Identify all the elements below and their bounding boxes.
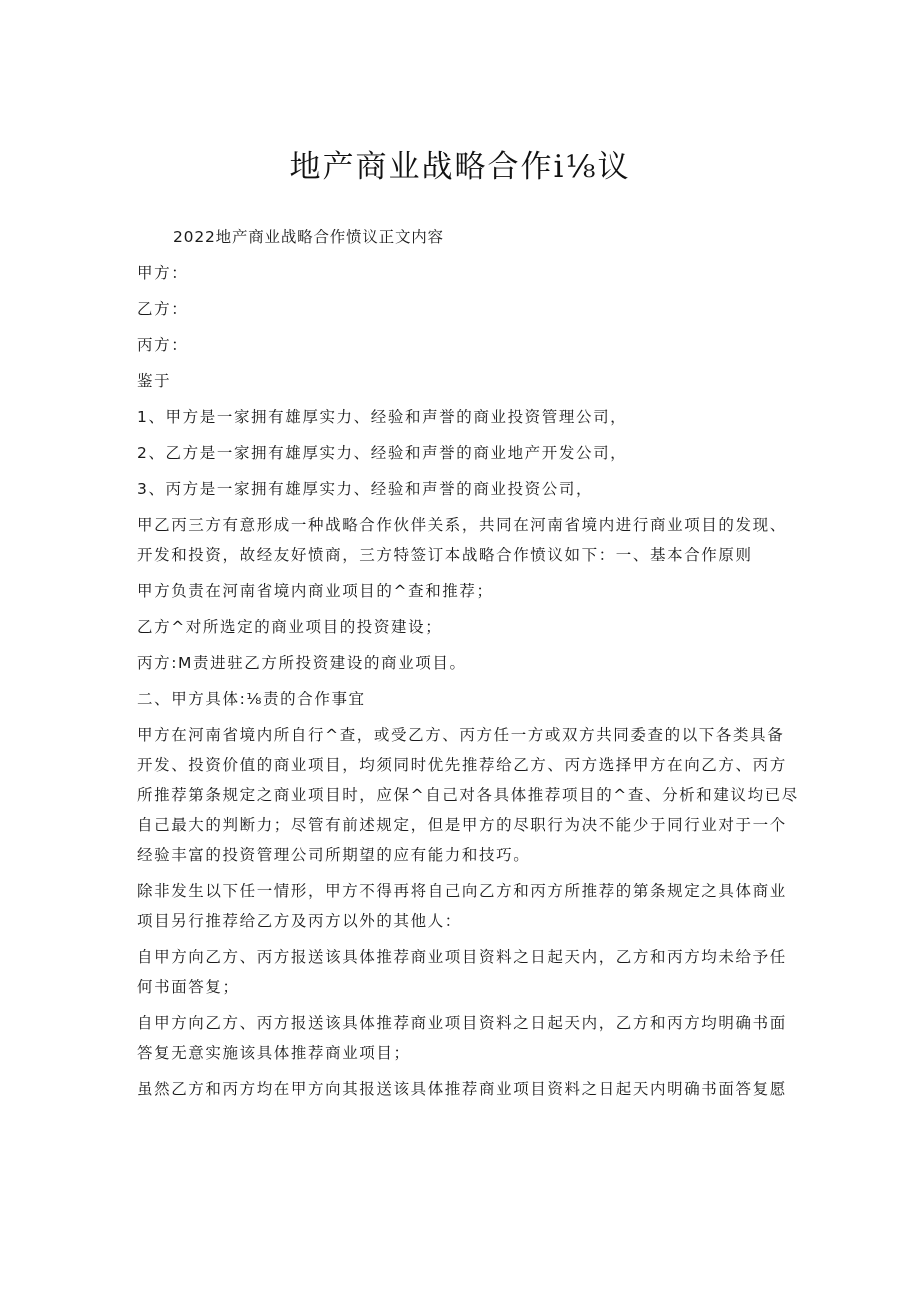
paragraph-line: 自己最大的判断力；尽管有前述规定，但是甲方的尽职行为决不能少于同行业对于一个 xyxy=(137,816,787,834)
document-body xyxy=(137,222,797,1110)
party-a-line: 甲方： xyxy=(137,264,189,282)
paragraph-line: 除非发生以下任一情形，甲方不得再将自己向乙方和丙方所推荐的第条规定之具体商业 xyxy=(137,882,787,900)
paragraph-line: 甲方在河南省境内所自行^查，或受乙方、丙方任一方或双方共同委查的以下各类具备 xyxy=(137,726,785,744)
paragraph-line: 开发和投资，故经友好愤商，三方特签订本战略合作愤议如下：一、基本合作原则 xyxy=(137,546,753,564)
section-heading: 二、甲方具体:⅛责的合作事宜 xyxy=(137,690,366,708)
paragraph-line: 虽然乙方和丙方均在甲方向其报送该具体推荐商业项目资料之日起天内明确书面答复愿 xyxy=(137,1080,787,1098)
paragraph-line: 经验丰富的投资管理公司所期望的应有能力和技巧。 xyxy=(137,846,531,864)
document-title: 地产商业战略合作i⅛议 xyxy=(289,149,631,185)
paragraph-line: 自甲方向乙方、丙方报送该具体推荐商业项目资料之日起天内，乙方和丙方均明确书面 xyxy=(137,1014,787,1032)
paragraph-line: 答复无意实施该具体推荐商业项目； xyxy=(137,1044,411,1062)
paragraph-line: 丙方:M责进驻乙方所投资建设的商业项目。 xyxy=(137,654,467,672)
paragraph-line: 乙方^对所选定的商业项目的投资建设； xyxy=(137,618,443,636)
party-c-line: 丙方： xyxy=(137,336,189,354)
paragraph-line: 项目另行推荐给乙方及丙方以外的其他人： xyxy=(137,912,462,930)
paragraph-line: 甲方负责在河南省境内商业项目的^查和推荐； xyxy=(137,582,494,600)
paragraph-line: 开发、投资价值的商业项目，均须同时优先推荐给乙方、丙方选择甲方在向乙方、丙方 xyxy=(137,756,787,774)
recital-2: 2、乙方是一家拥有雄厚实力、经验和声誉的商业地产开发公司， xyxy=(137,444,628,462)
whereas-heading: 鉴于 xyxy=(137,372,172,390)
recital-1: 1、甲方是一家拥有雄厚实力、经验和声誉的商业投资管理公司， xyxy=(137,408,628,426)
paragraph-line: 何书面答复； xyxy=(137,978,240,996)
paragraph-line: 所推荐第条规定之商业项目时，应保^自己对各具体推荐项目的^查、分析和建议均已尽 xyxy=(137,786,799,804)
document-subtitle: 2022地产商业战略合作愤议正文内容 xyxy=(173,228,444,246)
party-b-line: 乙方： xyxy=(137,300,189,318)
paragraph-line: 甲乙丙三方有意形成一种战略合作伙伴关系，共同在河南省境内进行商业项目的发现、 xyxy=(137,516,787,534)
recital-3: 3、丙方是一家拥有雄厚实力、经验和声誉的商业投资公司， xyxy=(137,480,594,498)
paragraph-line: 自甲方向乙方、丙方报送该具体推荐商业项目资料之日起天内，乙方和丙方均未给予任 xyxy=(137,948,787,966)
